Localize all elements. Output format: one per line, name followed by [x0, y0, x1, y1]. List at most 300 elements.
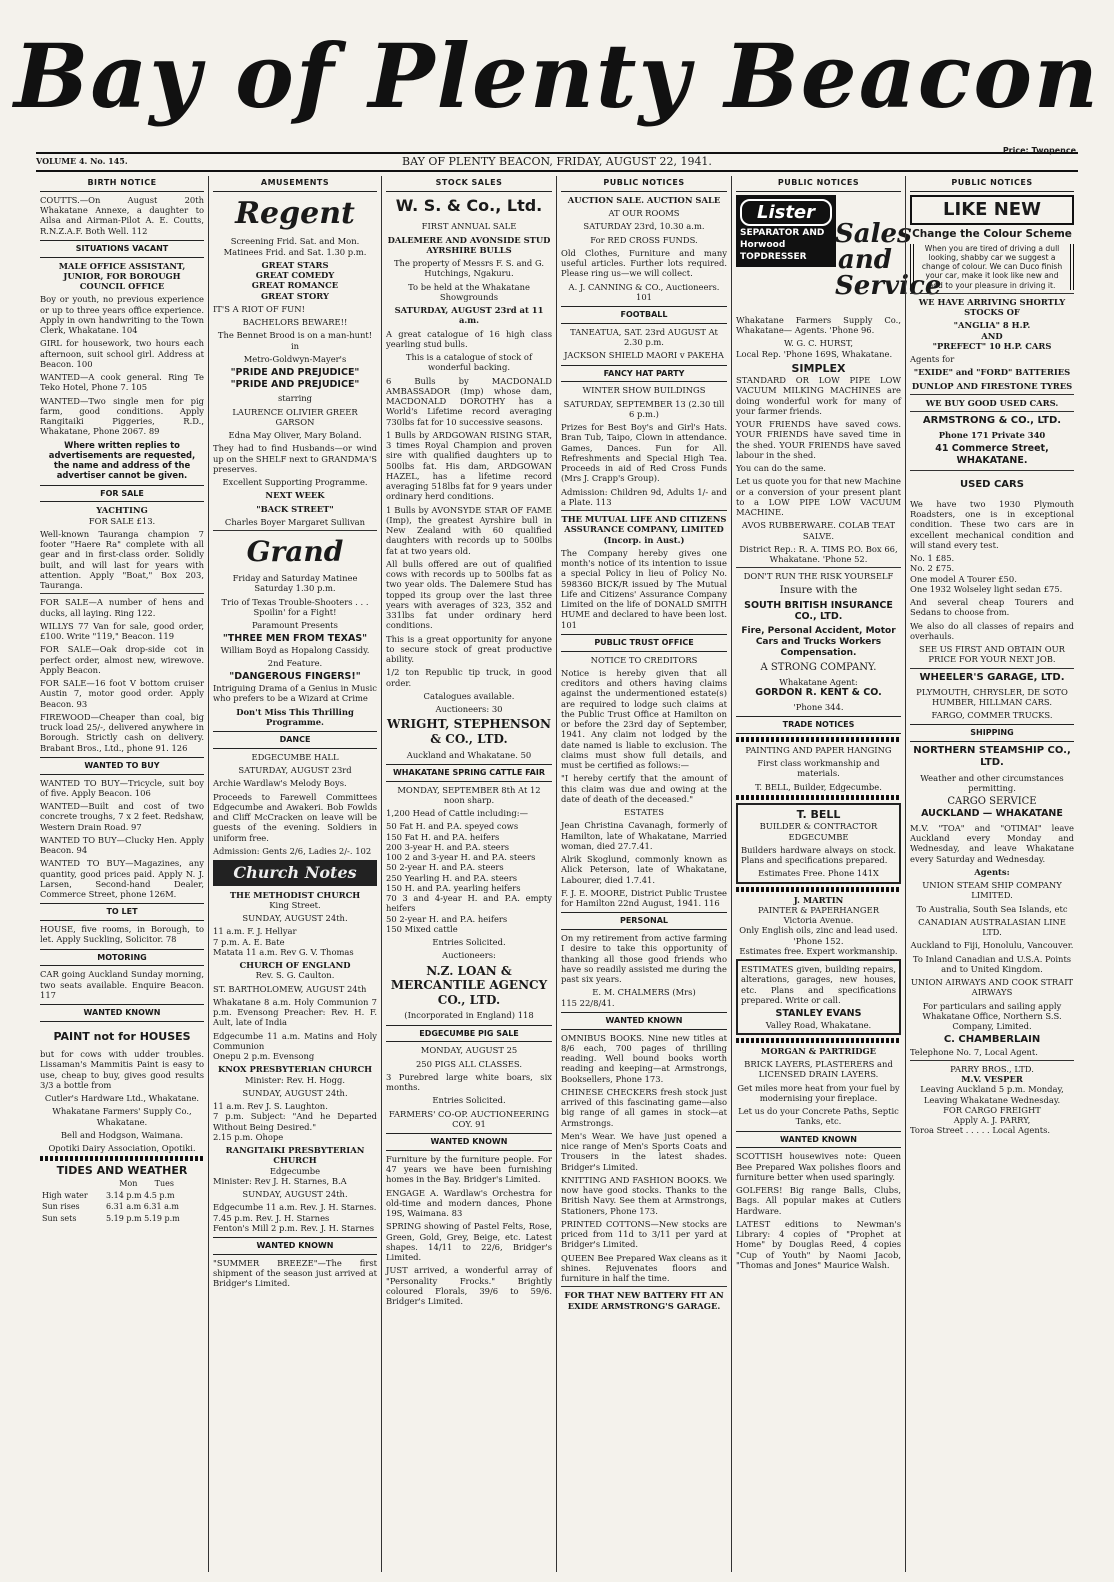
trade-line: T. BELL	[796, 807, 841, 821]
fair-line: 250 Yearling H. and P.A. steers	[386, 872, 518, 883]
wanted-ad: KNITTING AND FASHION BOOKS. We now have good stocks. Thanks to the British Navy. See them at Armstrongs, Stationers, Phone 173.	[561, 1174, 727, 1216]
personal-line: On my retirement from active farming I desire to take this opportunity of thanking all those good friends who have so readily assisted me during the past six years.	[561, 933, 727, 984]
trade-line: Builders hardware always on stock. Plans and specifications prepared.	[741, 844, 896, 866]
chamberlain-logo: C. CHAMBERLAIN	[943, 1034, 1041, 1046]
stock-line: The property of Messrs F. S. and G. Hutchings, Ngakuru.	[393, 258, 545, 279]
armstrong-line: WE HAVE ARRIVING SHORTLY STOCKS OF	[918, 296, 1066, 317]
church-line: KNOX PRESBYTERIAN CHURCH	[217, 1064, 373, 1075]
dance-line: EDGECUMBE HALL	[251, 751, 339, 762]
stock-line: A great catalogue of 16 high class yearling stud bulls.	[386, 328, 552, 349]
dateline-bar	[36, 146, 1078, 172]
regent-line: "BACK STREET"	[256, 503, 334, 514]
auction-line: AT OUR ROOMS	[608, 208, 680, 218]
ad-hens: FOR SALE—A number of hens and ducks, all laying. Ring 122.	[40, 597, 204, 618]
armstrong-line: DUNLOP AND FIRESTONE TYRES	[911, 380, 1073, 391]
insurance-line: Fire, Personal Accident, Motor Cars and Trucks Workers Compensation.	[741, 626, 896, 658]
morgan-line: BRICK LAYERS, PLASTERERS and LICENSED DRAIN LAYERS.	[744, 1059, 893, 1080]
dance-line: SATURDAY, AUGUST 23rd	[238, 765, 352, 776]
cattle-fair-header: WHAKATANE SPRING CATTLE FAIR	[386, 764, 552, 782]
insurance-line: DON'T RUN THE RISK YOURSELF	[743, 571, 894, 582]
fair-line: 150 Mixed cattle	[386, 923, 458, 934]
used-cars-line: No. 2 £75.	[910, 563, 955, 574]
stock-line: 1 Bulls by ARDGOWAN RISING STAR, 3 times Royal Champion and proven sire with qualified daughters up to 500lbs fat. His dam, ARDGOWAN HAZEL, has a lifetime record averaging 518lbs fat for 9 years under ordinary herd conditions.	[386, 429, 552, 502]
wanted-to-buy-header: WANTED TO BUY	[40, 757, 204, 775]
shipping-line: Weather and other circumstances permitting.	[920, 772, 1064, 793]
simplex-line: You can do the same.	[736, 463, 826, 474]
ws-co-logo: W. S. & Co., Ltd.	[395, 195, 543, 215]
auction-line: A. J. CANNING & CO., Auctioneers. 101	[568, 281, 720, 302]
mutual-life-body: The Company hereby gives one month's notice of its intention to issue a special Policy in lieu of Policy No. 598360 BICK/R issued by The Mutual Life and Citizens' Assurance Company Limited on the life of DONALD SMITH HUME and declared to have been lost. 101	[561, 547, 727, 630]
regent-line: They had to find Husbands—or wind up on the SHELF next to GRANDMA'S preserves.	[213, 443, 378, 474]
martin-line: J. MARTIN	[793, 894, 844, 905]
dance-line: Proceeds to Farewell Committees Edgecumbe and Awakeri. Bob Fowlds and Cliff McCracken on leave will be guests of the evening. Soldiers in uniform free.	[213, 791, 377, 843]
ad-troughs: WANTED—Built and cost of two concrete troughs, 7 x 2 feet. Redshaw, Western Drain Road. 97	[40, 801, 204, 832]
shipping-header: SHIPPING	[910, 724, 1074, 742]
personal-line: 115 22/8/41.	[561, 997, 615, 1008]
fair-line: (Incorporated in England) 118	[404, 1010, 534, 1021]
shipping-line: UNION AIRWAYS AND COOK STRAIT AIRWAYS	[910, 977, 1074, 998]
martin-line: Estimates free. Expert workmanship.	[739, 945, 898, 956]
trust-line: ESTATES	[623, 807, 664, 817]
church-line: 11 a.m. Rev J. S. Laughton.	[213, 1101, 328, 1112]
football-line: TANEATUA, SAT. 23rd AUGUST At 2.30 p.m.	[570, 326, 718, 347]
newspaper-title: Bay of Plenty Beacon	[14, 24, 1100, 128]
church-line: 7.45 p.m. Rev. J. H. Starnes	[213, 1212, 330, 1223]
issue-date: BAY OF PLENTY BEACON, FRIDAY, AUGUST 22, 1941.	[402, 155, 712, 168]
yacht-ad: Well-known Tauranga champion 7 footer "Haere Ra" complete with all gear and in first-class order. Solidly built, and will last for years with attention. Apply "Boat," Box 203, Tauranga.	[40, 528, 204, 590]
wanted-ad: CHINESE CHECKERS fresh stock just arrived of this fascinating game—also big range of all games in stock—at Armstrongs.	[561, 1086, 727, 1128]
film-title: "THREE MEN FROM TEXAS"	[222, 633, 368, 645]
public-notices-header: PUBLIC NOTICES	[561, 176, 727, 192]
masthead	[0, 0, 1114, 150]
regent-line: Excellent Supporting Programme.	[222, 477, 368, 487]
grand-line: Intriguing Drama of a Genius in Music who prefers to be a Wizard at Crime	[213, 683, 377, 704]
stock-line: This is a great opportunity for anyone to secure stock of great productive ability.	[386, 633, 552, 665]
ad-cruiser: FOR SALE—16 foot V bottom cruiser Austin 7, motor good order. Apply Beacon. 93	[40, 678, 204, 709]
football-header: FOOTBALL	[561, 306, 727, 324]
parry-line: FOR CARGO FREIGHT	[943, 1104, 1041, 1115]
regent-line: The Bennet Brood is on a man-hunt! in	[217, 330, 373, 351]
trust-line: Notice is hereby given that all creditors and others having claims against the undermentioned estate(s) are required to lodge such claims at the Public Trust Office at Hamilton on or before the 23rd day of September, 1941. Any claim not lodged by the date named is liable to exclusion. The claims must show full details, and must be certified as follows:—	[561, 667, 727, 770]
tides-table	[40, 1178, 204, 1225]
paint-stockist-1: Cutler's Hardware Ltd., Whakatane.	[44, 1093, 200, 1104]
trade-notices-header: TRADE NOTICES	[736, 716, 901, 734]
used-cars-line: And several cheap Tourers and Sedans to choose from.	[910, 597, 1074, 618]
martin-line: Victoria Avenue.	[783, 915, 854, 926]
table-row: Sun rises 6.31 a.m 6.31 a.m	[42, 1202, 180, 1212]
armstrong-line: "PREFECT" 10 H.P. CARS	[932, 340, 1052, 351]
church-line: Whakatane 8 a.m. Holy Communion 7 p.m. Evensong Preacher: Rev. H. F. Ault, late of India	[213, 996, 377, 1028]
parry-line: M.V. VESPER	[961, 1074, 1023, 1085]
fair-line: 150 H. and P.A. yearling heifers	[386, 882, 521, 893]
grand-line: Paramount Presents	[252, 620, 338, 631]
exide-ad: FOR THAT NEW BATTERY FIT AN EXIDE ARMSTRONG'S GARAGE.	[564, 1290, 724, 1311]
personal-header: PERSONAL	[561, 912, 727, 930]
regent-line: LAURENCE OLIVIER GREER GARSON	[232, 406, 358, 427]
for-sale-header: FOR SALE	[40, 485, 204, 503]
column-2	[208, 176, 381, 1572]
church-line: King Street.	[269, 899, 321, 910]
simplex-line: YOUR FRIENDS have saved cows. YOUR FRIENDS have saved time in the shed. YOUR FRIENDS have saved labour in the shed.	[736, 419, 901, 460]
church-line: Fenton's Mill 2 p.m. Rev. J. H. Starnes	[213, 1222, 375, 1233]
fair-line: 50 Fat H. and P.A. speyed cows	[386, 821, 519, 832]
paint-stockist-2: Whakatane Farmers' Supply Co., Whakatane.	[52, 1106, 192, 1127]
public-trust-header: PUBLIC TRUST OFFICE	[561, 634, 727, 652]
church-line: Edgecumbe	[269, 1165, 321, 1176]
shipping-line: To Australia, South Sea Islands, etc	[916, 903, 1068, 914]
regent-line: GREAT COMEDY	[255, 270, 335, 281]
hat-line: WINTER SHOW BUILDINGS	[582, 385, 706, 396]
stock-line: 1/2 ton Republic tip truck, in good order.	[386, 667, 552, 688]
yachting-header: YACHTING	[96, 505, 148, 516]
fair-line: MONDAY, SEPTEMBER 8th At 12 noon sharp.	[397, 784, 541, 805]
fair-line: 50 2-year H. and P.A. steers	[386, 862, 504, 873]
simplex-line: AVOS RUBBERWARE. COLAB TEAT SALVE.	[741, 520, 896, 541]
fair-line: 100 2 and 3-year H. and P.A. steers	[386, 852, 536, 863]
film-title: "PRIDE AND PREJUDICE"	[230, 367, 360, 379]
trade-line: First class workmanship and materials.	[757, 758, 880, 779]
shipping-line: M.V. "TOA" and "OTIMAI" leave Auckland every Monday and Wednesday, and leave Whakatane every Saturday and Wednesday.	[910, 822, 1074, 864]
stanley-evans-box	[736, 959, 901, 1035]
sales-service-text: Sales and Service	[835, 218, 942, 301]
grand-line: William Boyd as Hopalong Cassidy.	[220, 644, 370, 655]
insurance-line: A STRONG COMPANY.	[760, 661, 877, 673]
shipping-line: Telephone No. 7, Local Agent.	[910, 1046, 1038, 1057]
regent-line: starring	[277, 393, 313, 404]
ad-office-assistant: MALE OFFICE ASSISTANT, JUNIOR, FOR BOROUGH COUNCIL OFFICE	[58, 260, 186, 291]
price: Price: Twopence	[1002, 146, 1076, 155]
lister-line: Local Rep. 'Phone 169S, Whakatane.	[736, 348, 893, 359]
wright-stephenson-logo: WRIGHT, STEPHENSON & CO., LTD.	[387, 717, 551, 746]
church-line: Edgecumbe 11 a.m. Rev. J. H. Starnes.	[213, 1202, 377, 1213]
pig-line: 3 Purebred large white boars, six months.	[386, 1071, 552, 1093]
church-line: CHURCH OF ENGLAND	[239, 960, 351, 971]
church-line: Minister: Rev. H. Hogg.	[244, 1074, 346, 1085]
wanted-ad: QUEEN Bee Prepared Wax cleans as it shines. Rejuvenates floors and furniture in half the time.	[561, 1252, 727, 1283]
dance-line: Archie Wardlaw's Melody Boys.	[213, 778, 347, 789]
wanted-known-header: WANTED KNOWN	[561, 1012, 727, 1030]
trust-line: Jean Christina Cavanagh, formerly of Hamilton, late of Whakatane, Married woman, died 27.7.41.	[561, 820, 727, 851]
wanted-ad: Men's Wear. We have just opened a nice range of Men's Sports Coats and Trousers in the latest shades. Bridger's Limited.	[561, 1130, 727, 1172]
public-notices-header: PUBLIC NOTICES	[736, 176, 901, 192]
ad-willys: WILLYS 77 Van for sale, good order, £100. Write "119," Beacon. 119	[40, 620, 204, 641]
mutual-life-heading: THE MUTUAL LIFE AND CITIZENS ASSURANCE COMPANY, LIMITED (Incorp. in Aust.)	[561, 514, 727, 545]
stock-line: Auckland and Whakatane. 50	[406, 749, 532, 760]
regent-line: IT'S A RIOT OF FUN!	[213, 303, 305, 314]
column-6	[905, 176, 1078, 1572]
column-3	[381, 176, 556, 1572]
public-notices-header: PUBLIC NOTICES	[910, 176, 1074, 192]
evans-line: STANLEY EVANS	[775, 1008, 862, 1020]
stock-line: SATURDAY, AUGUST 23rd at 11 a.m.	[394, 305, 544, 326]
insurance-line: SOUTH BRITISH INSURANCE CO., LTD.	[744, 599, 893, 623]
football-line: JACKSON SHIELD MAORI v PAKEHA	[564, 350, 724, 361]
church-line: Rev. S. G. Caulton.	[255, 970, 335, 981]
church-line: Minister: Rev J. H. Starnes, B.A	[213, 1175, 347, 1186]
ad-cot: FOR SALE—Oak drop-side cot in perfect order, almost new, wirewove. Apply Beacon.	[40, 644, 204, 675]
ad-pig-farm: WANTED—Two single men for pig farm, good conditions. Apply Rangitaiki Piggeries, R.D., Whakatane, Phone 2067. 89	[40, 395, 204, 437]
motoring-header: MOTORING	[40, 949, 204, 967]
auction-line: For RED CROSS FUNDS.	[590, 234, 698, 245]
grand-line: 2nd Feature.	[267, 658, 323, 669]
used-cars-line: No. 1 £85.	[910, 553, 955, 564]
church-line: Edgecumbe 11 a.m. Matins and Holy Communion	[213, 1030, 377, 1051]
hat-line: Prizes for Best Boy's and Girl's Hats. Bran Tub, Taipo, Clown in attendance. Games, Dances. Fun for All. Refreshments and Special High Tea. Proceeds in aid of Red Cross Funds (Mrs J. Crapp's Group).	[561, 422, 727, 484]
martin-line: PAINTER & PAPERHANGER	[757, 904, 880, 915]
armstrong-line: Agents for	[910, 354, 955, 364]
parry-line: Leaving Auckland 5 p.m. Monday, Leaving Whakatane Wednesday.	[920, 1084, 1064, 1105]
trade-line: BUILDER & CONTRACTOR EDGECUMBE	[759, 821, 878, 842]
ad-car: CAR going Auckland Sunday morning, two seats available. Enquire Beacon. 117	[40, 969, 204, 1000]
fair-line: 200 3-year H. and P.A. steers	[386, 841, 510, 852]
lister-logo: Lister	[740, 199, 832, 226]
grand-line: Friday and Saturday Matinee Saturday 1.30 p.m.	[232, 573, 358, 594]
to-let-header: TO LET	[40, 903, 204, 921]
regent-line: GREAT ROMANCE	[251, 280, 339, 291]
film-title: "PRIDE AND PREJUDICE"	[230, 378, 360, 390]
paint-stockist-4: Opotiki Dairy Association, Opotiki.	[48, 1143, 196, 1154]
lister-line: Whakatane Farmers Supply Co., Whakatane— Agents. 'Phone 96.	[736, 314, 901, 335]
hat-line: Admission: Children 9d, Adults 1/- and a Plate. 113	[561, 486, 727, 507]
church-line: 2.15 p.m. Ohope	[213, 1131, 284, 1142]
trust-line: NOTICE TO CREDITORS	[590, 654, 698, 665]
grand-line: Trio of Texas Trouble-Shooters . . . Spoilin' for a Fight!	[221, 596, 369, 617]
auction-line: Old Clothes, Furniture and many useful articles. Further lots required. Please ring us—we will collect.	[561, 247, 727, 279]
church-notes-banner: Church Notes	[213, 860, 377, 886]
birth-notice-header: BIRTH NOTICE	[40, 176, 204, 192]
colour-scheme-heading: Change the Colour Scheme	[912, 227, 1072, 240]
fair-line: 1,200 Head of Cattle including:—	[386, 808, 528, 819]
like-new-logo: LIKE NEW	[910, 195, 1074, 225]
yacht-price: FOR SALE £13.	[88, 515, 156, 526]
columns	[36, 176, 1078, 1572]
martin-line: Only English oils, zinc and lead used.	[739, 925, 898, 936]
insurance-line: GORDON R. KENT & CO.	[755, 687, 882, 699]
shipping-line: Agents:	[974, 866, 1010, 877]
shipping-line: CARGO SERVICE	[947, 796, 1037, 808]
wanted-known-header: WANTED KNOWN	[213, 1237, 377, 1255]
church-line: SUNDAY, AUGUST 24th.	[242, 1189, 348, 1200]
regent-line: Metro-Goldwyn-Mayer's	[243, 353, 347, 364]
stock-line: All bulls offered are out of qualified cows with records up to 500lbs fat as two year olds. The Dalemere Stud has topped its group over the last three years with averages of 323, 352 and 331lbs fat under ordinary herd conditions.	[386, 558, 552, 631]
wanted-ad: SCOTTISH housewives note: Queen Bee Prepared Wax polishes floors and furniture better when used sparingly.	[736, 1151, 901, 1182]
wheelers-logo: WHEELER'S GARAGE, LTD.	[919, 671, 1065, 683]
trade-line: T. BELL, Builder, Edgecumbe.	[755, 781, 882, 792]
church-line: 7 p.m. A. E. Bate	[213, 936, 285, 947]
wanted-ad: LATEST editions to Newman's Library: 4 copies of "Prophet at Home" by Douglas Reed, 4 copies "Cup of Youth" by Naomi Jacob, "Thomas and Jones" Maurice Walsh.	[736, 1218, 901, 1270]
church-line: THE METHODIST CHURCH	[229, 889, 361, 900]
ad-summer-breeze: "SUMMER BREEZE"—The first shipment of the season just arrived at Bridger's Limited.	[213, 1257, 377, 1289]
wanted-known-header: WANTED KNOWN	[386, 1133, 552, 1151]
wanted-known-header: WANTED KNOWN	[40, 1004, 204, 1022]
ad-girl-housework: GIRL for housework, two hours each afternoon, suit school girl. Address at Beacon. 100	[40, 338, 204, 369]
regent-line: GREAT STORY	[261, 290, 329, 301]
fair-line: 150 Fat H. and P.A. heifers	[386, 831, 500, 842]
church-line: ST. BARTHOLOMEW, AUGUST 24th	[213, 983, 367, 994]
church-line: Onepu 2 p.m. Evensong	[213, 1051, 315, 1062]
armstrong-line: "EXIDE" and "FORD" BATTERIES	[913, 367, 1071, 378]
lister-block	[736, 195, 836, 267]
paint-body: but for cows with udder troubles. Lissaman's Mammitis Paint is easy to use, cheap to buy, gives good results 3/3 a bottle from	[40, 1049, 204, 1090]
shipping-line: Auckland to Fiji, Honolulu, Vancouver.	[910, 940, 1074, 951]
shipping-line: CANADIAN AUSTRALASIAN LINE LTD.	[918, 916, 1066, 938]
trust-line: "I hereby certify that the amount of this claim was due and owing at the date of death of the deceased."	[561, 773, 727, 804]
used-cars-line: We have two 1930 Plymouth Roadsters, one is in exceptional condition. These two cars are in excellent mechanical condition and will stand every test.	[910, 498, 1074, 550]
trust-line: F. J. E. MOORE, District Public Trustee for Hamilton 22nd August, 1941. 116	[561, 887, 727, 908]
church-line: 7 p.m. Subject: "And he Departed Without Being Desired."	[213, 1111, 377, 1132]
northern-logo: NORTHERN STEAMSHIP CO., LTD.	[913, 745, 1071, 769]
shipping-line: UNION STEAM SHIP COMPANY LIMITED.	[922, 880, 1062, 901]
ad-firewood: FIREWOOD—Cheaper than coal, big truck load 25/-, delivered anywhere in Borough. Strictly cash on delivery. Brabant Bros., Ltd., phone 91. 126	[40, 711, 204, 753]
insurance-line: Whakatane Agent:	[779, 677, 858, 688]
regent-line: Charles Boyer Margaret Sullivan	[224, 516, 366, 527]
ad-magazines: WANTED TO BUY—Magazines, any quantity, good prices paid. Apply N. J. Larsen, Second-hand Dealer, Commerce Street, phone 126M.	[40, 858, 204, 899]
dance-line: Admission: Gents 2/6, Ladies 2/-. 102	[213, 845, 372, 856]
column-4	[556, 176, 731, 1572]
regent-line: GREAT STARS	[261, 259, 329, 270]
grand-line: Don't Miss This Thrilling Programme.	[236, 706, 354, 727]
simplex-line: District Rep.: R. A. TIMS P.O. Box 66, Whakatane. 'Phone 52.	[739, 543, 898, 565]
armstrong-line: 41 Commerce Street, WHAKATANE.	[935, 443, 1049, 467]
wanted-ad: SPRING showing of Pastel Felts, Rose, Green, Gold, Grey, Beige, etc. Latest shapes. 14/11 to 22/6, Bridger's Limited.	[386, 1221, 552, 1263]
armstrong-logo: ARMSTRONG & CO., LTD.	[922, 415, 1062, 426]
personal-line: E. M. CHALMERS (Mrs)	[592, 987, 696, 998]
regent-logo: Regent	[235, 195, 355, 231]
ad-clucky-hen: WANTED TO BUY—Clucky Hen. Apply Beacon. 94	[40, 834, 204, 855]
morgan-line: MORGAN & PARTRIDGE	[760, 1045, 877, 1056]
ad-cook-general: WANTED—A cook general. Ring Te Teko Hotel, Phone 7. 105	[40, 372, 204, 393]
church-line: Matata 11 a.m. Rev G. V. Thomas	[213, 946, 354, 957]
nz-loan-logo: N.Z. LOAN & MERCANTILE AGENCY CO., LTD.	[390, 963, 548, 1007]
martin-line: 'Phone 152.	[793, 935, 844, 946]
lister-line: W. G. C. HURST,	[783, 338, 854, 349]
lister-ad	[736, 195, 942, 315]
fair-line: 50 2-year H. and P.A. heifers	[386, 913, 508, 924]
wanted-ad: OMNIBUS BOOKS. Nine new titles at 8/6 each, 700 pages of thrilling reading. Well bound books worth reading and keeping—at Armstrongs, Booksellers, Phone 173.	[561, 1032, 727, 1084]
parry-line: Toroa Street . . . . . Local Agents.	[910, 1125, 1051, 1136]
fancy-hat-header: FANCY HAT PARTY	[561, 365, 727, 383]
insurance-line: Insure with the	[779, 584, 858, 596]
wanted-known-header: WANTED KNOWN	[736, 1131, 901, 1149]
armstrong-line: Phone 171 Private 340	[938, 430, 1046, 441]
church-line: SUNDAY, AUGUST 24th.	[242, 1087, 348, 1098]
evans-line: ESTIMATES given, building repairs, alterations, garages, new houses, etc. Plans and specifications prepared. Write or call.	[741, 964, 896, 1005]
parry-line: Apply A. J. PARRY,	[953, 1115, 1031, 1126]
trust-line: Alrik Skoglund, commonly known as Alick Peterson, late of Whakatane, Labourer, died 1.7.41.	[561, 854, 727, 885]
regent-line: BACHELORS BEWARE!!	[242, 317, 348, 328]
stock-line: Catalogues available.	[423, 690, 515, 701]
morgan-line: Get miles more heat from your fuel by modernising your fireplace.	[737, 1082, 900, 1103]
parry-line: PARRY BROS., LTD.	[950, 1063, 1034, 1074]
wanted-ad: ENGAGE A. Wardlaw's Orchestra for old-time and modern dances, Phone 19S, Waimana. 83	[386, 1187, 552, 1219]
tides-col-mon: Mon	[119, 1178, 138, 1188]
simplex-line: Let us quote you for that new Machine or a conversion of your present plant to a LOW PIPE LOW VACUUM MACHINE.	[736, 476, 901, 518]
simplex-line: STANDARD OR LOW PIPE LOW VACUUM MILKING MACHINES are doing wonderful work for many of your farmer friends.	[736, 375, 901, 416]
film-title: "DANGEROUS FINGERS!"	[229, 671, 361, 683]
wheelers-line: PLYMOUTH, CHRYSLER, DE SOTO HUMBER, HILLMAN CARS.	[916, 686, 1068, 707]
dance-header: DANCE	[213, 731, 377, 749]
stock-line: This is a catalogue of stock of wonderful backing.	[405, 352, 533, 373]
paint-stockist-3: Bell and Hodgson, Waimana.	[60, 1129, 184, 1140]
shipping-line: For particulars and sailing apply Whakatane Office, Northern S.S. Company, Limited.	[922, 1000, 1062, 1032]
used-cars-line: SEE US FIRST AND OBTAIN OUR PRICE FOR YOUR NEXT JOB.	[919, 644, 1065, 665]
stock-line: 6 Bulls by MACDONALD AMBASSADOR (Imp) whose dam, MACDONALD DOROTHY has a World's Lifetime record averaging 730lbs fat for 10 successive seasons.	[386, 375, 552, 427]
simplex-logo: SIMPLEX	[791, 361, 846, 375]
wanted-ad: PRINTED COTTONS—New stocks are priced from 11d to 3/11 per yard at Bridger's Limited.	[561, 1218, 727, 1250]
used-cars-line: One model A Tourer £50.	[910, 573, 1017, 584]
stock-line: 1 Bulls by AVONSYDE STAR OF FAME (Imp), the greatest Ayrshire bull in New Zealand with 60 qualified daughters with records up to 500lbs fat at two years old.	[386, 504, 552, 556]
armstrong-line: WE BUY GOOD USED CARS.	[925, 397, 1059, 408]
armstrong-line: "ANGLIA" 8 H.P.	[953, 320, 1031, 331]
church-line: RANGITAIKI PRESBYTERIAN CHURCH	[225, 1145, 365, 1166]
table-row: High water 3.14 p.m 4.5 p.m	[42, 1190, 175, 1200]
shipping-line: AUCKLAND — WHAKATANE	[921, 808, 1063, 820]
evans-line: Valley Road, Whakatane.	[765, 1019, 872, 1030]
grand-logo: Grand	[246, 535, 344, 568]
lister-products: SEPARATOR AND Horwood TOPDRESSER	[740, 228, 825, 262]
fair-line: 70 3 and 4-year H. and P.A. empty heifers	[386, 893, 552, 914]
wanted-ad: Furniture by the furniture people. For 47 years we have been furnishing homes in the Bay. Bridger's Limited.	[386, 1153, 552, 1185]
stock-line: FIRST ANNUAL SALE	[421, 221, 517, 232]
insurance-line: 'Phone 344.	[793, 701, 844, 712]
fair-line: Entries Solicited.	[432, 937, 506, 948]
regent-line: NEXT WEEK	[265, 490, 325, 501]
pig-sale-header: EDGECUMBE PIG SALE	[386, 1025, 552, 1043]
replies-notice: Where written replies to advertisements are requested, the name and address of the advertiser cannot be given.	[48, 439, 196, 481]
t-bell-box	[736, 803, 901, 884]
pig-line: 250 PIGS ALL CLASSES.	[415, 1058, 523, 1069]
morgan-line: Let us do your Concrete Paths, Septic Tanks, etc.	[738, 1106, 899, 1127]
stock-line: To be held at the Whakatane Showgrounds	[408, 281, 530, 302]
volume-number: VOLUME 4. No. 145.	[36, 156, 128, 166]
ad-office-assistant-body: Boy or youth, no previous experience or up to three years office experience. Apply in own handwriting to the Town Clerk, Whakatane. 104	[40, 294, 204, 335]
wanted-ad: JUST arrived, a wonderful array of "Personality Frocks." Brightly coloured Florals, 39/6 to 59/6. Bridger's Limited.	[386, 1265, 552, 1307]
stock-line: DALEMERE AND AVONSIDE STUD AYRSHIRE BULLS	[387, 234, 551, 255]
birth-notice: COUTTS.—On August 20th Whakatane Annexe, a daughter to Ailsa and Airman-Pilot A. E. Coutts, R.N.Z.A.F. Both Well. 112	[40, 194, 204, 236]
regent-line: Edna May Oliver, Mary Boland.	[228, 430, 362, 440]
fair-line: Auctioneers:	[442, 950, 496, 961]
trade-line: PAINTING AND PAPER HANGING	[745, 744, 892, 755]
auction-line: AUCTION SALE. AUCTION SALE	[567, 194, 721, 205]
table-row: Sun sets 5.19 p.m 5.19 p.m	[42, 1214, 180, 1224]
paint-heading: PAINT not for HOUSES	[53, 1029, 191, 1043]
tides-header: TIDES AND WEATHER	[56, 1164, 188, 1178]
used-cars-line: One 1932 Wolseley light sedan £75.	[910, 583, 1063, 594]
pig-line: MONDAY, AUGUST 25	[420, 1045, 518, 1056]
pig-line: FARMERS' CO-OP. AUCTIONEERING COY. 91	[388, 1108, 550, 1129]
amusements-header: AMUSEMENTS	[213, 176, 377, 192]
church-line: 11 a.m. F. J. Hellyar	[213, 926, 297, 937]
auction-line: SATURDAY 23rd, 10.30 a.m.	[583, 221, 705, 232]
stock-line: Auctioneers: 30	[435, 704, 503, 715]
church-line: SUNDAY, AUGUST 24th.	[242, 913, 348, 924]
regent-times: Screening Frid. Sat. and Mon. Matinees Frid. and Sat. 1.30 p.m.	[223, 236, 367, 257]
used-cars-line: We also do all classes of repairs and overhauls.	[910, 620, 1074, 641]
duco-text: When you are tired of driving a dull looking, shabby car we suggest a change of colour. We can Duco finish your car, make it look like new and add to your pleasure in driving it.	[910, 244, 1074, 290]
stock-sales-header: STOCK SALES	[386, 176, 552, 192]
pig-line: Entries Solicited.	[432, 1095, 506, 1106]
ad-tricycle: WANTED TO BUY—Tricycle, suit boy of five. Apply Beacon. 106	[40, 777, 204, 798]
hat-line: SATURDAY, SEPTEMBER 13 (2.30 till 6 p.m.)	[563, 398, 725, 419]
situations-header: SITUATIONS VACANT	[40, 240, 204, 258]
wanted-ad: GOLFERS! Big range Balls, Clubs, Bags. All popular makes at Cutlers Hardware.	[736, 1185, 901, 1216]
armstrong-line: AND	[981, 330, 1003, 341]
wheelers-line: FARGO, COMMER TRUCKS.	[931, 710, 1053, 721]
tides-col-tues: Tues	[154, 1178, 174, 1188]
trade-line: Estimates Free. Phone 141X	[758, 868, 879, 879]
used-cars-heading: USED CARS	[960, 478, 1024, 490]
ad-house: HOUSE, five rooms, in Borough, to let. Apply Suckling, Solicitor. 78	[40, 924, 204, 945]
